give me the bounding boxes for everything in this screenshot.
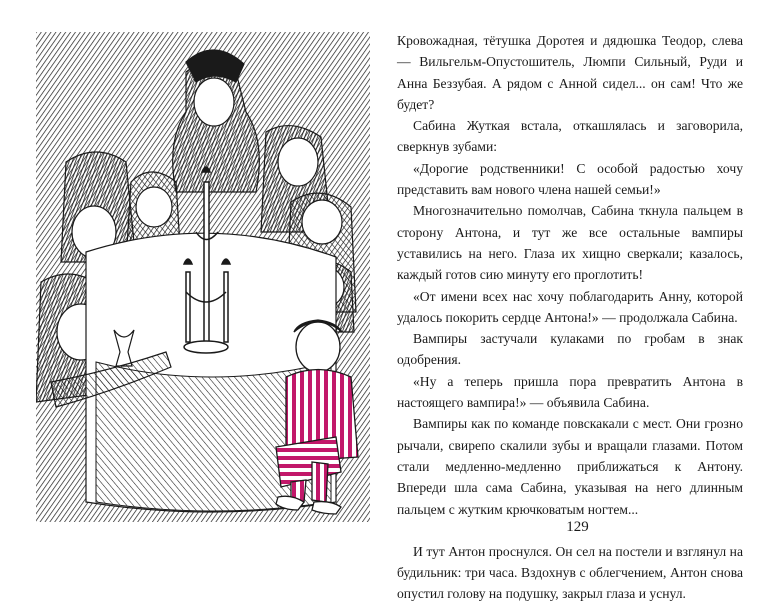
- paragraph: Вампиры застучали кулаками по гробам в знак одобрения.: [397, 331, 743, 368]
- right-page: [385, 0, 770, 602]
- paragraph: Многозначительно помолчав, Сабина ткнула пальцем в сторону Антона, и тут же все остальные вампиры уставились на него. Глаза их хищно сверкали; казалось, каждый готов сию минуту его проглотить!: [397, 203, 743, 283]
- page-number: 129: [566, 519, 589, 535]
- paragraph: «Ну а теперь пришла пора превратить Антона в настоящего вампира!» — объявила Сабина.: [397, 373, 743, 411]
- paragraph: Вампиры как по команде повскакали с мест. Они грозно рычали, свирепо скалили зубы и вращали глазами. Потом стали медленно-медленно приближаться к Антону. Впереди шла сама Сабина, указывая на него длинным пальцем с жутким крючковатым ногтем...: [397, 416, 743, 517]
- paragraph: «От имени всех нас хочу поблагодарить Анну, которой удалось покорить сердце Антона!» — продолжала Сабина.: [397, 288, 743, 325]
- final-paragraph: И тут Антон проснулся. Он сел на постели и взглянул на будильник: три часа. Вздохнув с облегчением, Антон снова опустил голову на подушку, закрыл глаза и уснул.: [397, 543, 743, 602]
- left-page: [0, 0, 385, 554]
- paragraph: «Дорогие родственники! С особой радостью хочу представить вам нового члена нашей семьи!»: [397, 160, 743, 198]
- paragraph: Кровожадная, тётушка Доротея и дядюшка Теодор, слева — Вильгельм-Опустошитель, Люмпи Сильный, Руди и Анна Беззубая. А рядом с Анной сидел... он сам! Что же будет?: [397, 33, 743, 112]
- paragraph: Сабина Жуткая встала, откашлялась и заговорила, сверкнув зубами:: [397, 118, 743, 155]
- vampire-family-illustration: [36, 32, 370, 522]
- illustration-drawing: [36, 32, 370, 522]
